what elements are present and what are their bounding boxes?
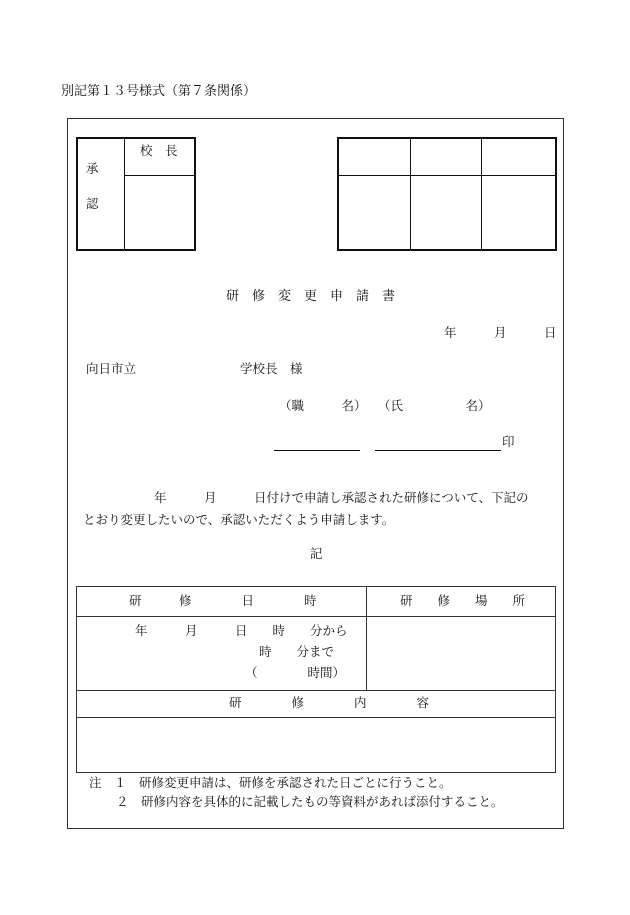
- datetime-field[interactable]: [79, 618, 364, 688]
- position-label: （職 名）: [279, 398, 367, 413]
- place-field[interactable]: [369, 618, 553, 688]
- stamp-cell-2[interactable]: [411, 176, 481, 249]
- page-title: 研 修 変 更 申 請 書: [226, 289, 396, 304]
- header-place: 研 修 場 所: [400, 593, 526, 608]
- stamp-cell-1[interactable]: [339, 176, 410, 249]
- datetime-line-1: 年 月 日 時 分から: [135, 623, 348, 638]
- principal-divider: [124, 175, 194, 176]
- date-line: 年 月 日: [444, 325, 557, 340]
- addressee-principal: 学校長 様: [240, 361, 303, 376]
- note-2: ２ 研修内容を具体的に記載したもの等資料があれば添付すること。: [116, 794, 504, 809]
- stamp-cell-3[interactable]: [482, 176, 555, 249]
- ki-label: 記: [310, 546, 323, 561]
- training-table: [76, 586, 556, 773]
- datetime-line-3: （ 時間）: [245, 665, 346, 680]
- table-divider: [366, 587, 367, 690]
- name-field[interactable]: [375, 450, 501, 451]
- approval-label-2: 認: [86, 196, 99, 211]
- approval-divider: [124, 139, 125, 249]
- datetime-line-2: 時 分まで: [259, 644, 335, 659]
- approval-label-1: 承: [86, 161, 99, 176]
- stamp-grid: [337, 137, 557, 251]
- content-field[interactable]: [79, 719, 553, 770]
- body-line-1: 年 月 日付けで申請し承認された研修について、下記の: [154, 490, 529, 505]
- stamp-cell-header-1[interactable]: [339, 139, 410, 175]
- addressee-city: 向日市立: [86, 361, 137, 376]
- header-content: 研 修 内 容: [229, 695, 430, 710]
- position-field[interactable]: [274, 450, 360, 451]
- stamp-cell-header-3[interactable]: [482, 139, 555, 175]
- note-1: 注 １ 研修変更申請は、研修を承認された日ごとに行うこと。: [89, 775, 452, 790]
- header-datetime: 研 修 日 時: [129, 593, 317, 608]
- body-line-2: とおり変更したいので、承認いただくよう申請します。: [83, 512, 395, 527]
- table-divider: [77, 616, 555, 617]
- name-label: （氏 名）: [378, 398, 491, 413]
- table-divider: [77, 717, 555, 718]
- seal-mark: 印: [502, 434, 515, 449]
- principal-label: 校 長: [140, 143, 178, 158]
- approval-box: [76, 137, 196, 251]
- stamp-cell-header-2[interactable]: [411, 139, 481, 175]
- school-name-field[interactable]: [150, 360, 236, 378]
- table-divider: [77, 690, 555, 691]
- form-number: 別記第１３号様式（第７条関係）: [61, 84, 257, 99]
- principal-stamp-field[interactable]: [128, 179, 192, 247]
